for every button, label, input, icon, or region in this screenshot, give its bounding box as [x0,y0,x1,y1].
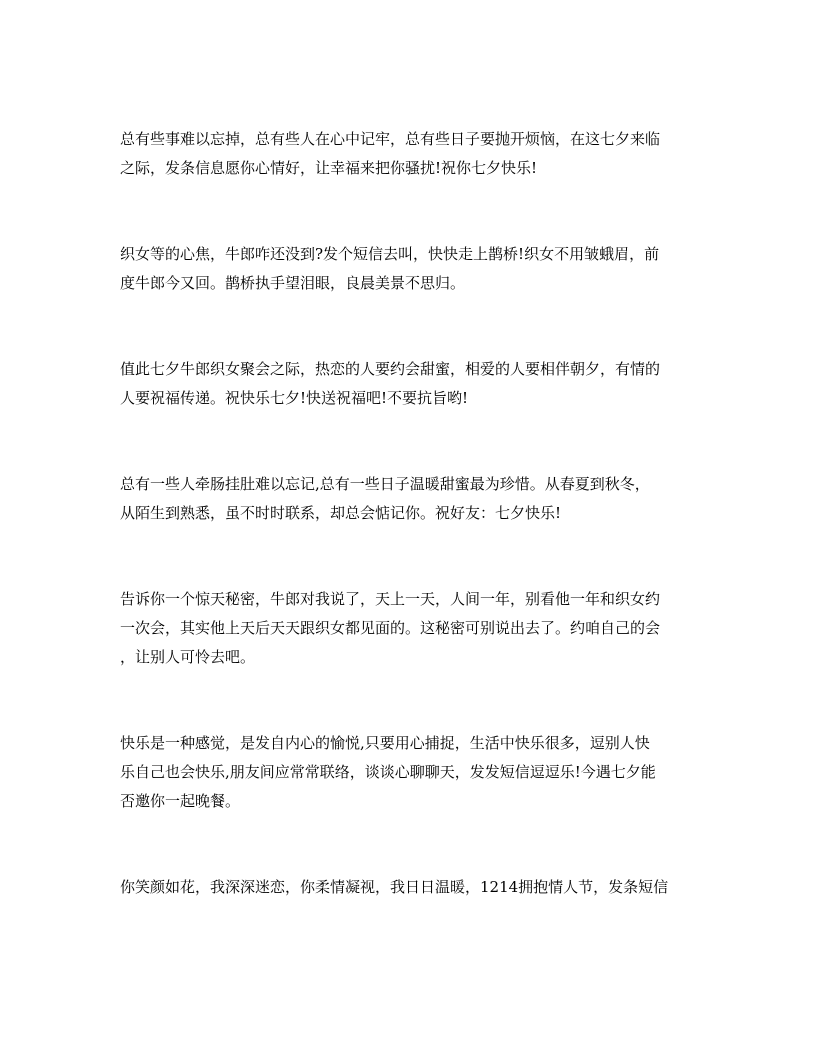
paragraph-line: 度牛郎今又回。鹊桥执手望泪眼，良晨美景不思归。 [120,274,466,292]
paragraph-3 [120,355,700,413]
paragraph-line: 人要祝福传递。祝快乐七夕!快送祝福吧!不要抗旨哟! [120,389,469,407]
paragraph-4 [120,470,700,528]
paragraph-line: 之际，发条信息愿你心情好，让幸福来把你骚扰!祝你七夕快乐! [120,159,538,177]
paragraph-5 [120,585,700,672]
paragraph-line: 一次会，其实他上天后天天跟织女都见面的。这秘密可别说出去了。约咱自己的会 [120,619,661,637]
paragraph-2 [120,240,700,298]
paragraph-7 [120,873,700,902]
paragraph-line: 否邀你一起晚餐。 [120,792,241,810]
paragraph-line: 乐自己也会快乐,朋友间应常常联络，谈谈心聊聊天，发发短信逗逗乐!今遇七夕能 [120,763,656,781]
paragraph-line: 总有些事难以忘掉，总有些人在心中记牢，总有些日子要抛开烦恼，在这七夕来临 [120,130,661,148]
document-body [120,125,700,902]
paragraph-line: 从陌生到熟悉，虽不时时联系，却总会惦记你。祝好友：七夕快乐! [120,504,562,522]
paragraph-line: 你笑颜如花，我深深迷恋，你柔情凝视，我日日温暖，1214拥抱情人节，发条短信 [120,878,669,896]
paragraph-line: 快乐是一种感觉，是发自内心的愉悦,只要用心捕捉，生活中快乐很多，逗别人快 [120,734,650,752]
paragraph-line: 告诉你一个惊天秘密，牛郎对我说了，天上一天，人间一年，别看他一年和织女约 [120,590,661,608]
paragraph-6 [120,729,700,816]
paragraph-1 [120,125,700,183]
paragraph-line: 织女等的心焦，牛郎咋还没到?发个短信去叫，快快走上鹊桥!织女不用皱蛾眉，前 [120,245,660,263]
paragraph-line: 值此七夕牛郎织女聚会之际，热恋的人要约会甜蜜，相爱的人要相伴朝夕，有情的 [120,360,661,378]
paragraph-line: 总有一些人牵肠挂肚难以忘记,总有一些日子温暖甜蜜最为珍惜。从春夏到秋冬， [120,475,650,493]
paragraph-line: ，让别人可怜去吧。 [120,648,256,666]
